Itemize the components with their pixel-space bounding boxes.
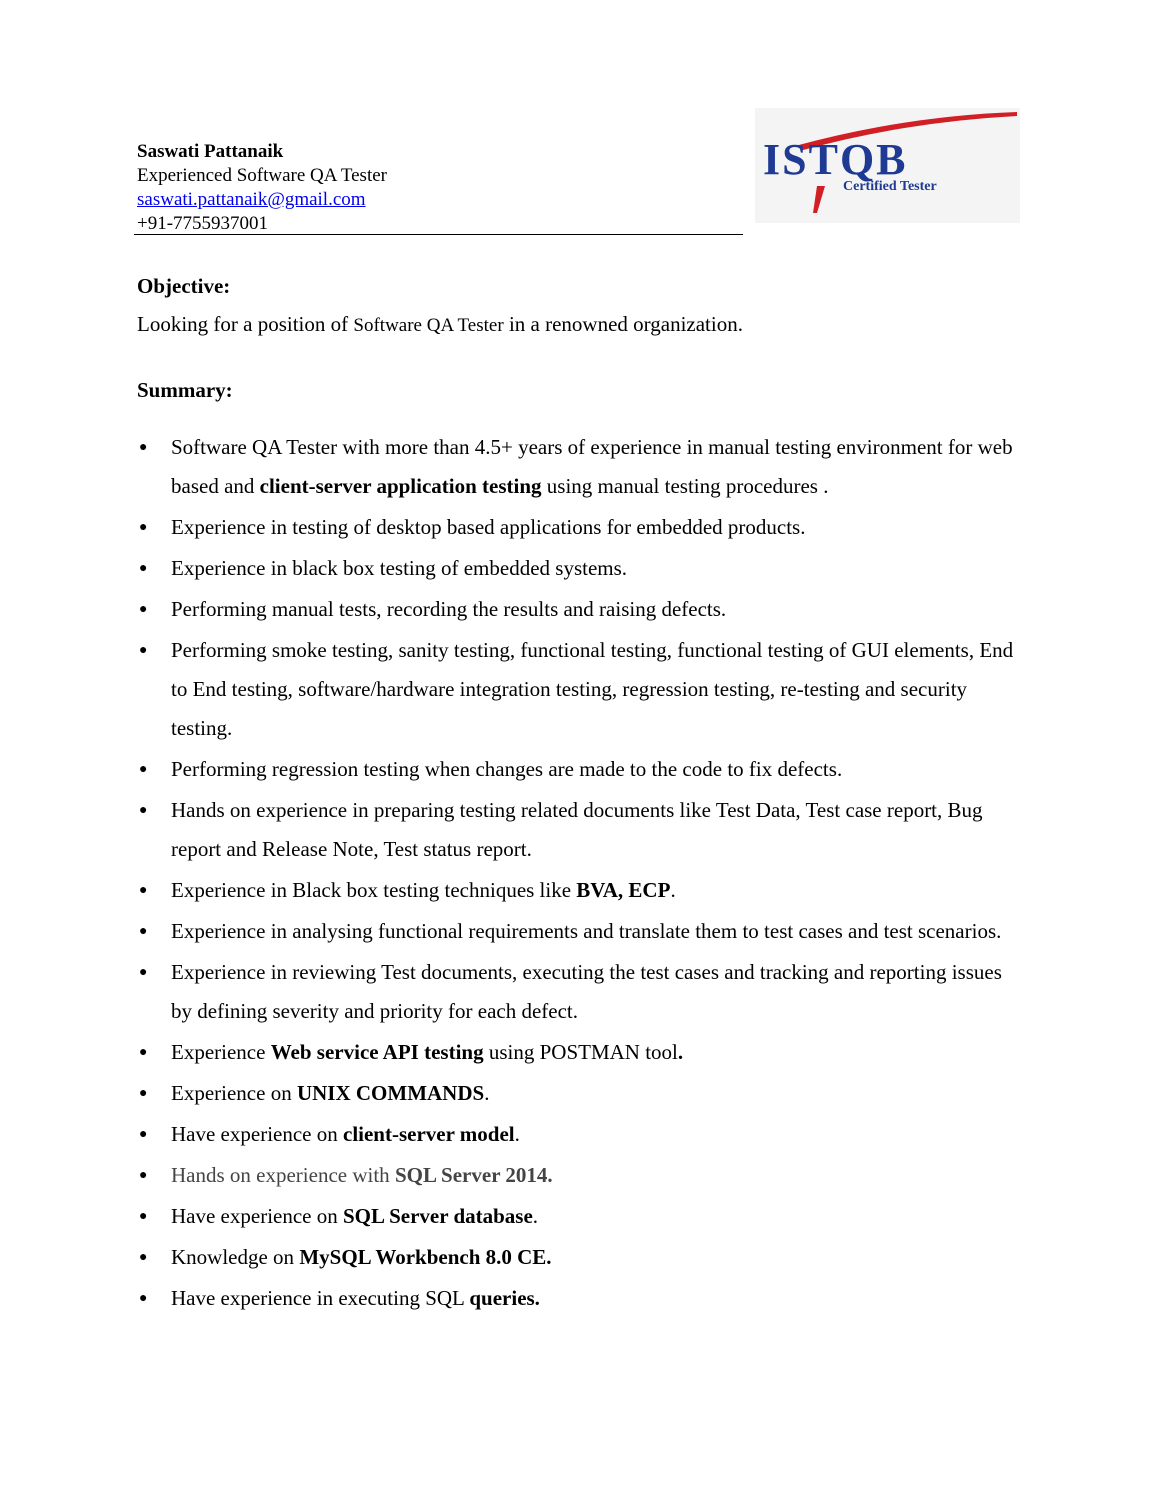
summary-item: ● Experience in reviewing Test documents, executing the test cases and tracking and reporting issues by defining severity and priority for each defect. (139, 960, 1002, 1023)
summary-item: ● Experience in testing of desktop based applications for embedded products. (139, 515, 806, 539)
summary-heading: Summary: (137, 378, 233, 402)
summary-item: ● Performing smoke testing, sanity testing, functional testing, functional testing of GUI elements, End to End testing, software/hardware integration testing, regression testing, re-testing and security testing. (139, 638, 1014, 740)
objective-heading: Objective: (137, 274, 231, 298)
summary-item: ● Software QA Tester with more than 4.5+ years of experience in manual testing environment for web based and client-server application testing using manual testing procedures . (139, 435, 1013, 498)
svg-text:ISTQB: ISTQB (763, 135, 908, 184)
objective-text: Looking for a position of Software QA Tester in a renowned organization. (137, 312, 743, 336)
summary-item: ● Experience in analysing functional requirements and translate them to test cases and test scenarios. (139, 919, 1002, 943)
summary-item: ● Performing regression testing when changes are made to the code to fix defects. (139, 757, 843, 781)
istqb-logo (755, 108, 1020, 223)
summary-item: ● Experience in Black box testing techniques like BVA, ECP. (139, 878, 676, 902)
summary-item: ● Hands on experience with SQL Server 2014. (139, 1163, 553, 1187)
summary-item: ● Have experience on SQL Server database. (139, 1204, 539, 1228)
summary-item: ● Knowledge on MySQL Workbench 8.0 CE. (139, 1245, 552, 1269)
svg-text:Certified Tester: Certified Tester (843, 179, 937, 194)
phone-number: +91-7755937001 (137, 213, 269, 234)
contact-header (137, 140, 743, 236)
header-divider (134, 234, 743, 235)
summary-item: ● Experience Web service API testing using POSTMAN tool. (139, 1040, 684, 1064)
summary-item: ● Performing manual tests, recording the results and raising defects. (139, 597, 727, 621)
email-link[interactable]: saswati.pattanaik@gmail.com (137, 189, 366, 210)
summary-list (137, 428, 1027, 1320)
summary-item: ● Experience on UNIX COMMANDS. (139, 1081, 490, 1105)
summary-item: ● Have experience in executing SQL queries. (139, 1286, 540, 1310)
summary-item: ● Have experience on client-server model. (139, 1122, 520, 1146)
summary-item: ● Experience in black box testing of embedded systems. (139, 556, 628, 580)
summary-item: ● Hands on experience in preparing testing related documents like Test Data, Test case report, Bug report and Release Note, Test status report. (139, 798, 983, 861)
candidate-name: Saswati Pattanaik (137, 141, 284, 162)
candidate-title: Experienced Software QA Tester (137, 165, 387, 186)
